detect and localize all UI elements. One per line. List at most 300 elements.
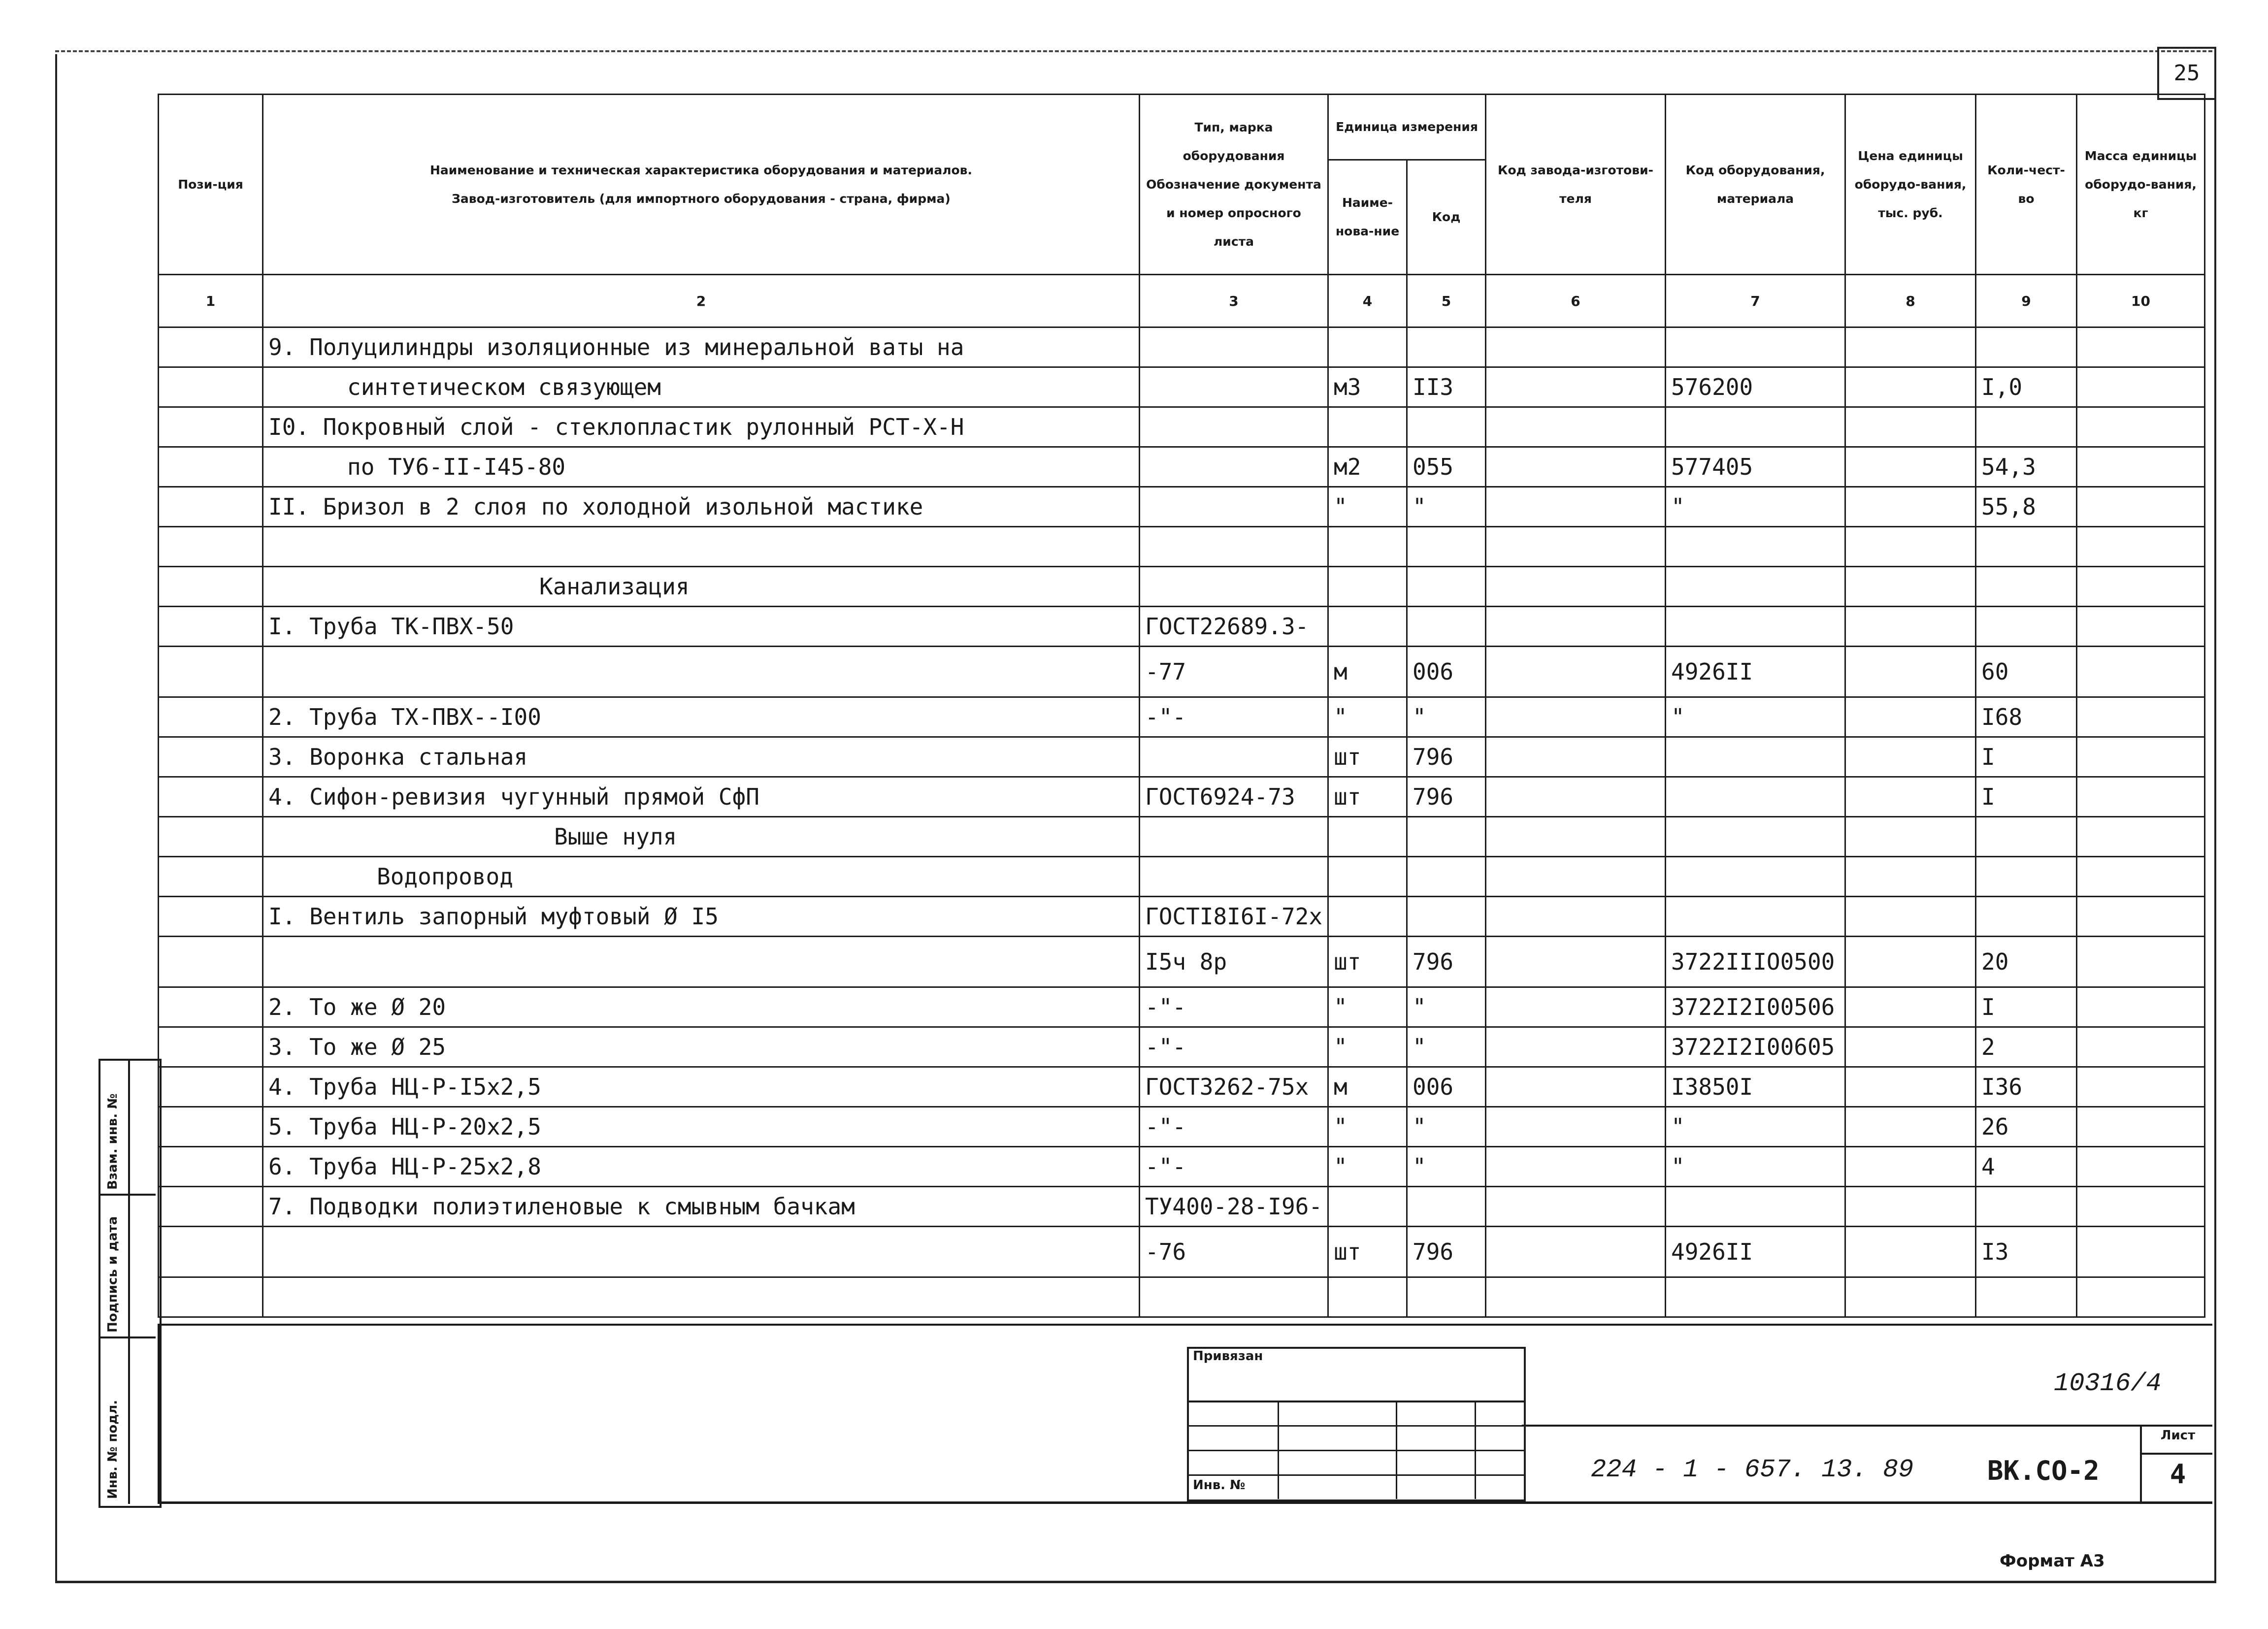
side-label-inv: Инв. № подл. xyxy=(105,1400,120,1499)
cell-unit-code: 006 xyxy=(1407,1067,1486,1107)
table-body xyxy=(159,327,2205,1317)
cell-name: I. Труба ТК-ПВХ-50 xyxy=(263,607,1140,647)
cell-position xyxy=(159,647,263,697)
title-block-mid xyxy=(1522,1425,2212,1427)
cell-factory-code xyxy=(1486,567,1666,607)
table-row xyxy=(159,567,2205,607)
format-label: Формат А3 xyxy=(2000,1551,2105,1571)
cell-document xyxy=(1140,367,1328,407)
cell-price xyxy=(1845,567,1976,607)
cell-position xyxy=(159,407,263,447)
table-row xyxy=(159,527,2205,567)
cell-name xyxy=(263,1227,1140,1277)
cell-material-code xyxy=(1666,527,1845,567)
cell-unit xyxy=(1328,1187,1407,1227)
header-unit-code: Код xyxy=(1432,210,1461,224)
sheet-label: Лист xyxy=(2160,1428,2196,1443)
cell-price xyxy=(1845,647,1976,697)
cell-factory-code xyxy=(1486,1277,1666,1317)
cell-material-code: 3722I2I00605 xyxy=(1666,1027,1845,1067)
cell-position xyxy=(159,897,263,937)
cell-position xyxy=(159,1107,263,1147)
cell-position xyxy=(159,1147,263,1187)
col-number: 4 xyxy=(1328,275,1407,327)
cell-price xyxy=(1845,447,1976,487)
cell-mass xyxy=(2077,327,2205,367)
cell-unit: " xyxy=(1328,1147,1407,1187)
cell-material-code xyxy=(1666,1277,1845,1317)
cell-material-code: 577405 xyxy=(1666,447,1845,487)
cell-document: I5ч 8р xyxy=(1140,937,1328,987)
cell-position xyxy=(159,987,263,1027)
cell-position xyxy=(159,857,263,897)
cell-material-code xyxy=(1666,857,1845,897)
cell-unit: " xyxy=(1328,1107,1407,1147)
cell-mass xyxy=(2077,567,2205,607)
cell-unit: шт xyxy=(1328,1227,1407,1277)
cell-price xyxy=(1845,1067,1976,1107)
cell-unit-code xyxy=(1407,567,1486,607)
cell-price xyxy=(1845,607,1976,647)
cell-price xyxy=(1845,327,1976,367)
cell-unit: " xyxy=(1328,1027,1407,1067)
cell-price xyxy=(1845,937,1976,987)
cell-factory-code xyxy=(1486,737,1666,777)
cell-unit-code: 055 xyxy=(1407,447,1486,487)
cell-unit-code xyxy=(1407,817,1486,857)
stamp-line xyxy=(1189,1401,1524,1402)
cell-factory-code xyxy=(1486,367,1666,407)
table-row xyxy=(159,987,2205,1027)
cell-price xyxy=(1845,897,1976,937)
cell-unit-code: 796 xyxy=(1407,937,1486,987)
cell-document: -"- xyxy=(1140,1147,1328,1187)
cell-name: 3. То же Ø 25 xyxy=(263,1027,1140,1067)
col-number: 9 xyxy=(1976,275,2077,327)
stamp-line xyxy=(1396,1401,1397,1499)
document-mark: ВК.СО-2 xyxy=(1987,1455,2100,1486)
top-dashed-edge xyxy=(55,50,2212,52)
cell-material-code: " xyxy=(1666,1147,1845,1187)
sheet-no-divider xyxy=(2140,1425,2142,1502)
header-mass: Масса единицы оборудо-вания, кг xyxy=(2077,95,2205,275)
cell-name xyxy=(263,527,1140,567)
header-name xyxy=(263,95,1140,275)
cell-name: 4. Труба НЦ-Р-I5х2,5 xyxy=(263,1067,1140,1107)
cell-mass xyxy=(2077,737,2205,777)
cell-quantity: 60 xyxy=(1976,647,2077,697)
cell-unit-code xyxy=(1407,1277,1486,1317)
title-block-left xyxy=(158,1324,160,1503)
cell-unit-code xyxy=(1407,607,1486,647)
document-designation: 224 - 1 - 657. 13. 89 xyxy=(1591,1455,1914,1484)
cell-mass xyxy=(2077,857,2205,897)
cell-quantity xyxy=(1976,527,2077,567)
cell-document xyxy=(1140,447,1328,487)
cell-document: -77 xyxy=(1140,647,1328,697)
cell-unit: м2 xyxy=(1328,447,1407,487)
cell-mass xyxy=(2077,1187,2205,1227)
cell-price xyxy=(1845,857,1976,897)
cell-name: 2. Труба ТХ-ПВХ--I00 xyxy=(263,697,1140,737)
table-row xyxy=(159,737,2205,777)
stamp-label-inv: Инв. № xyxy=(1193,1478,1246,1493)
cell-position xyxy=(159,447,263,487)
cell-unit-code: 796 xyxy=(1407,737,1486,777)
cell-factory-code xyxy=(1486,407,1666,447)
cell-price xyxy=(1845,777,1976,817)
cell-price xyxy=(1845,987,1976,1027)
cell-mass xyxy=(2077,487,2205,527)
cell-unit-code xyxy=(1407,857,1486,897)
cell-unit-code: 006 xyxy=(1407,647,1486,697)
cell-position xyxy=(159,527,263,567)
cell-position xyxy=(159,567,263,607)
cell-factory-code xyxy=(1486,987,1666,1027)
cell-unit-code xyxy=(1407,327,1486,367)
cell-quantity: 4 xyxy=(1976,1147,2077,1187)
project-number: 10316/4 xyxy=(2054,1369,2162,1398)
cell-unit-code: " xyxy=(1407,1027,1486,1067)
table-row xyxy=(159,487,2205,527)
header-unit-group xyxy=(1328,95,1486,275)
cell-unit-code: " xyxy=(1407,987,1486,1027)
cell-price xyxy=(1845,527,1976,567)
cell-factory-code xyxy=(1486,1107,1666,1147)
cell-name: 9. Полуцилиндры изоляционные из минеральной ваты на xyxy=(263,327,1140,367)
cell-document: -"- xyxy=(1140,697,1328,737)
cell-price xyxy=(1845,487,1976,527)
cell-name: 3. Воронка стальная xyxy=(263,737,1140,777)
cell-position xyxy=(159,1277,263,1317)
cell-unit: м xyxy=(1328,647,1407,697)
stamp-line xyxy=(1278,1401,1279,1499)
cell-unit: " xyxy=(1328,697,1407,737)
header-factory-code: Код завода-изготови-теля xyxy=(1486,95,1666,275)
cell-name: I0. Покровный слой - стеклопластик рулонный РСТ-Х-Н xyxy=(263,407,1140,447)
cell-material-code xyxy=(1666,817,1845,857)
table-row xyxy=(159,367,2205,407)
col-number: 5 xyxy=(1407,275,1486,327)
cell-mass xyxy=(2077,1027,2205,1067)
cell-quantity xyxy=(1976,607,2077,647)
cell-material-code: " xyxy=(1666,1107,1845,1147)
cell-name: по ТУ6-II-I45-80 xyxy=(263,447,1140,487)
cell-name: 2. То же Ø 20 xyxy=(263,987,1140,1027)
stamp-label-privyazan: Привязан xyxy=(1193,1349,1263,1364)
cell-position xyxy=(159,487,263,527)
table-row xyxy=(159,857,2205,897)
side-label-vzam: Взам. инв. № xyxy=(105,1093,120,1190)
cell-document xyxy=(1140,1277,1328,1317)
sheet-label-divider xyxy=(2140,1453,2212,1455)
cell-material-code: 4926II xyxy=(1666,1227,1845,1277)
cell-quantity: I68 xyxy=(1976,697,2077,737)
cell-factory-code xyxy=(1486,777,1666,817)
cell-unit: м xyxy=(1328,1067,1407,1107)
cell-unit-code: II3 xyxy=(1407,367,1486,407)
cell-name: Выше нуля xyxy=(263,817,1140,857)
cell-price xyxy=(1845,1277,1976,1317)
table-row xyxy=(159,1067,2205,1107)
cell-name: II. Бризол в 2 слоя по холодной изольной мастике xyxy=(263,487,1140,527)
cell-quantity: 20 xyxy=(1976,937,2077,987)
cell-unit xyxy=(1328,897,1407,937)
cell-quantity xyxy=(1976,817,2077,857)
cell-quantity: 55,8 xyxy=(1976,487,2077,527)
cell-document xyxy=(1140,327,1328,367)
cell-quantity: I xyxy=(1976,777,2077,817)
cell-position xyxy=(159,697,263,737)
cell-unit: шт xyxy=(1328,777,1407,817)
cell-price xyxy=(1845,817,1976,857)
cell-mass xyxy=(2077,817,2205,857)
cell-quantity xyxy=(1976,897,2077,937)
col-number: 3 xyxy=(1140,275,1328,327)
cell-quantity: I xyxy=(1976,737,2077,777)
table-row xyxy=(159,1187,2205,1227)
cell-name: 5. Труба НЦ-Р-20х2,5 xyxy=(263,1107,1140,1147)
cell-material-code xyxy=(1666,777,1845,817)
cell-price xyxy=(1845,1107,1976,1147)
cell-unit-code xyxy=(1407,1187,1486,1227)
cell-material-code: 3722IIIO0500 xyxy=(1666,937,1845,987)
cell-document: -"- xyxy=(1140,987,1328,1027)
cell-mass xyxy=(2077,447,2205,487)
cell-factory-code xyxy=(1486,857,1666,897)
cell-factory-code xyxy=(1486,447,1666,487)
cell-name: Канализация xyxy=(263,567,1140,607)
cell-name xyxy=(263,937,1140,987)
cell-document xyxy=(1140,857,1328,897)
cell-quantity: 54,3 xyxy=(1976,447,2077,487)
cell-position xyxy=(159,817,263,857)
col-number: 2 xyxy=(263,275,1140,327)
cell-material-code: 576200 xyxy=(1666,367,1845,407)
cell-position xyxy=(159,1227,263,1277)
cell-mass xyxy=(2077,407,2205,447)
cell-document: -76 xyxy=(1140,1227,1328,1277)
cell-position xyxy=(159,1187,263,1227)
header-material-code: Код оборудования, материала xyxy=(1666,95,1845,275)
table-row xyxy=(159,1147,2205,1187)
title-block-bottom xyxy=(158,1501,2212,1504)
header-position: Пози-ция xyxy=(159,95,263,275)
cell-material-code: " xyxy=(1666,697,1845,737)
cell-mass xyxy=(2077,647,2205,697)
table-row xyxy=(159,1277,2205,1317)
cell-quantity xyxy=(1976,1187,2077,1227)
cell-factory-code xyxy=(1486,1227,1666,1277)
table-row xyxy=(159,407,2205,447)
cell-position xyxy=(159,607,263,647)
cell-factory-code xyxy=(1486,1027,1666,1067)
cell-mass xyxy=(2077,367,2205,407)
cell-material-code xyxy=(1666,897,1845,937)
cell-factory-code xyxy=(1486,1067,1666,1107)
cell-unit-code xyxy=(1407,897,1486,937)
binding-stamp xyxy=(1187,1347,1526,1501)
stamp-line xyxy=(1189,1450,1524,1451)
cell-unit: " xyxy=(1328,987,1407,1027)
cell-document xyxy=(1140,567,1328,607)
cell-unit xyxy=(1328,527,1407,567)
cell-quantity: I3 xyxy=(1976,1227,2077,1277)
cell-unit xyxy=(1328,407,1407,447)
cell-unit xyxy=(1328,607,1407,647)
cell-material-code xyxy=(1666,327,1845,367)
cell-mass xyxy=(2077,987,2205,1027)
cell-unit xyxy=(1328,857,1407,897)
cell-document: -"- xyxy=(1140,1107,1328,1147)
cell-quantity xyxy=(1976,327,2077,367)
cell-mass xyxy=(2077,607,2205,647)
cell-position xyxy=(159,1067,263,1107)
cell-quantity: I36 xyxy=(1976,1067,2077,1107)
side-divider xyxy=(128,1061,130,1504)
cell-mass xyxy=(2077,527,2205,567)
cell-factory-code xyxy=(1486,937,1666,987)
cell-material-code xyxy=(1666,737,1845,777)
header-document: Тип, марка оборудования Обозначение документа и номер опросного листа xyxy=(1140,95,1328,275)
header-unit-title: Единица измерения xyxy=(1329,95,1485,161)
cell-position xyxy=(159,737,263,777)
cell-price xyxy=(1845,1027,1976,1067)
col-number: 8 xyxy=(1845,275,1976,327)
cell-name xyxy=(263,1277,1140,1317)
cell-factory-code xyxy=(1486,607,1666,647)
cell-document xyxy=(1140,487,1328,527)
cell-material-code: 4926II xyxy=(1666,647,1845,697)
cell-material-code: I3850I xyxy=(1666,1067,1845,1107)
cell-price xyxy=(1845,737,1976,777)
cell-position xyxy=(159,367,263,407)
header-name-line1: Наименование и техническая характеристика оборудования и материалов. xyxy=(429,163,972,177)
table-row xyxy=(159,1107,2205,1147)
cell-factory-code xyxy=(1486,647,1666,697)
table-row xyxy=(159,697,2205,737)
header-unit-name: Наиме-нова-ние xyxy=(1329,161,1408,274)
cell-name: 6. Труба НЦ-Р-25х2,8 xyxy=(263,1147,1140,1187)
header-quantity: Коли-чест-во xyxy=(1976,95,2077,275)
cell-unit-code xyxy=(1407,407,1486,447)
cell-unit xyxy=(1328,567,1407,607)
column-number-row xyxy=(159,275,2205,327)
cell-position xyxy=(159,777,263,817)
cell-name: 4. Сифон-ревизия чугунный прямой СфП xyxy=(263,777,1140,817)
cell-quantity: 2 xyxy=(1976,1027,2077,1067)
header-name-line2: Завод-изготовитель (для импортного оборудования - страна, фирма) xyxy=(452,191,951,206)
sheet-number: 4 xyxy=(2169,1459,2186,1490)
cell-unit-code: 796 xyxy=(1407,777,1486,817)
cell-price xyxy=(1845,367,1976,407)
cell-unit-code: " xyxy=(1407,697,1486,737)
cell-document: ГОСТ6924-73 xyxy=(1140,777,1328,817)
stamp-line xyxy=(1475,1401,1476,1499)
cell-unit-code: " xyxy=(1407,1107,1486,1147)
cell-document xyxy=(1140,737,1328,777)
cell-quantity xyxy=(1976,1277,2077,1317)
cell-factory-code xyxy=(1486,527,1666,567)
cell-factory-code xyxy=(1486,1147,1666,1187)
cell-unit-code: 796 xyxy=(1407,1227,1486,1277)
side-stamp xyxy=(99,1059,162,1508)
cell-mass xyxy=(2077,1227,2205,1277)
cell-material-code xyxy=(1666,407,1845,447)
table-row xyxy=(159,817,2205,857)
cell-unit-code: " xyxy=(1407,487,1486,527)
header-row xyxy=(159,95,2205,275)
cell-quantity xyxy=(1976,567,2077,607)
title-block-top xyxy=(158,1324,2212,1326)
col-number: 7 xyxy=(1666,275,1845,327)
cell-price xyxy=(1845,407,1976,447)
cell-factory-code xyxy=(1486,487,1666,527)
cell-document: -"- xyxy=(1140,1027,1328,1067)
table-row xyxy=(159,1227,2205,1277)
cell-price xyxy=(1845,1187,1976,1227)
cell-position xyxy=(159,1027,263,1067)
cell-factory-code xyxy=(1486,1187,1666,1227)
table-row xyxy=(159,647,2205,697)
cell-material-code: 3722I2I00506 xyxy=(1666,987,1845,1027)
cell-unit: шт xyxy=(1328,937,1407,987)
cell-price xyxy=(1845,1227,1976,1277)
cell-name: синтетическом связующем xyxy=(263,367,1140,407)
cell-document xyxy=(1140,527,1328,567)
cell-position xyxy=(159,937,263,987)
corner-number: 25 xyxy=(2157,47,2216,100)
cell-mass xyxy=(2077,1277,2205,1317)
table-row xyxy=(159,447,2205,487)
cell-mass xyxy=(2077,1107,2205,1147)
cell-unit: шт xyxy=(1328,737,1407,777)
cell-name: Водопровод xyxy=(263,857,1140,897)
cell-factory-code xyxy=(1486,897,1666,937)
cell-mass xyxy=(2077,897,2205,937)
cell-quantity: I,0 xyxy=(1976,367,2077,407)
cell-factory-code xyxy=(1486,327,1666,367)
cell-unit xyxy=(1328,327,1407,367)
cell-document xyxy=(1140,407,1328,447)
cell-name xyxy=(263,647,1140,697)
cell-quantity: 26 xyxy=(1976,1107,2077,1147)
col-number: 6 xyxy=(1486,275,1666,327)
cell-unit: " xyxy=(1328,487,1407,527)
cell-price xyxy=(1845,1147,1976,1187)
col-number: 10 xyxy=(2077,275,2205,327)
cell-material-code xyxy=(1666,1187,1845,1227)
cell-quantity xyxy=(1976,857,2077,897)
col-number: 1 xyxy=(159,275,263,327)
table-row xyxy=(159,777,2205,817)
cell-name: I. Вентиль запорный муфтовый Ø I5 xyxy=(263,897,1140,937)
side-label-podpis: Подпись и дата xyxy=(105,1216,120,1333)
cell-price xyxy=(1845,697,1976,737)
cell-unit-code xyxy=(1407,527,1486,567)
cell-factory-code xyxy=(1486,817,1666,857)
cell-document: ГОСТI8I6I-72х xyxy=(1140,897,1328,937)
cell-factory-code xyxy=(1486,697,1666,737)
stamp-line xyxy=(1189,1425,1524,1427)
header-price: Цена единицы оборудо-вания, тыс. руб. xyxy=(1845,95,1976,275)
cell-material-code xyxy=(1666,567,1845,607)
cell-mass xyxy=(2077,1067,2205,1107)
table-row xyxy=(159,1027,2205,1067)
cell-position xyxy=(159,327,263,367)
specification-table xyxy=(158,94,2205,1318)
cell-unit xyxy=(1328,817,1407,857)
